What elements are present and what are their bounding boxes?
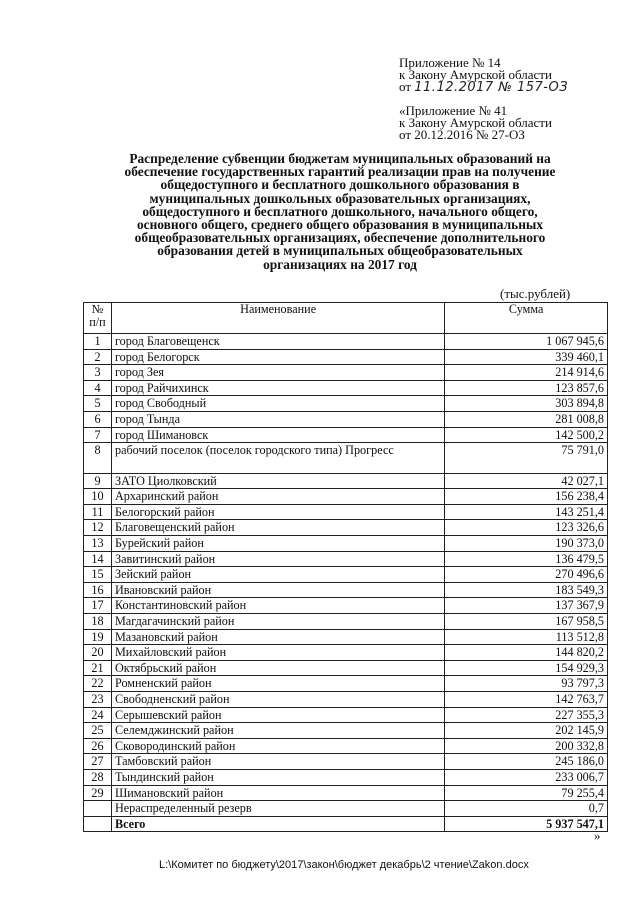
closing-quote: » [594, 828, 601, 843]
table-row [84, 536, 608, 552]
row-name-cell: рабочий поселок (поселок городского типа) Прогресс [111, 443, 444, 474]
table-row [84, 629, 608, 645]
row-number-cell: 22 [84, 676, 112, 692]
row-number-cell: 14 [84, 551, 112, 567]
row-number-cell: 25 [84, 723, 112, 739]
table-row [84, 582, 608, 598]
row-name-cell: Нераспределенный резерв [111, 801, 444, 817]
row-number-cell: 9 [84, 473, 112, 489]
row-sum-cell: 167 958,5 [445, 614, 608, 630]
row-sum-cell: 42 027,1 [445, 473, 608, 489]
row-name-cell: Магдагачинский район [111, 614, 444, 630]
appendix-date-line [399, 81, 568, 94]
handwritten-date-number: 11.12.2017 № 157-ОЗ [414, 80, 569, 95]
table-row [84, 396, 608, 412]
row-number-cell: 29 [84, 785, 112, 801]
file-path-footer: L:\Комитет по бюджету\2017\закон\бюджет декабрь\2 чтение\Zakon.docx [159, 859, 529, 871]
table-row [84, 801, 608, 817]
row-name-cell: Сковородинский район [111, 738, 444, 754]
table-row [84, 489, 608, 505]
row-sum-cell: 93 797,3 [445, 676, 608, 692]
row-sum-cell: 154 929,3 [445, 660, 608, 676]
row-number-cell: 2 [84, 349, 112, 365]
row-sum-cell: 123 326,6 [445, 520, 608, 536]
row-number-cell: 23 [84, 691, 112, 707]
row-name-cell: Октябрьский район [111, 660, 444, 676]
table-row [84, 567, 608, 583]
column-header-name: Наименование [111, 303, 444, 334]
row-number-cell: 12 [84, 520, 112, 536]
title-line: муниципальных дошкольных образовательных организациях, [149, 190, 531, 206]
row-name-cell: город Благовещенск [111, 334, 444, 350]
row-name-cell: Мазановский район [111, 629, 444, 645]
title-line: обеспечение государственных гарантий реализации прав на получение [124, 164, 556, 180]
table-row [84, 380, 608, 396]
row-number-cell: 11 [84, 504, 112, 520]
table-row [84, 676, 608, 692]
appendix-date-line: от 20.12.2016 № 27-ОЗ [399, 127, 525, 142]
row-name-cell: Серышевский район [111, 707, 444, 723]
row-name-cell: ЗАТО Циолковский [111, 473, 444, 489]
row-sum-cell: 233 006,7 [445, 769, 608, 785]
row-sum-cell: 123 857,6 [445, 380, 608, 396]
row-number-cell: 18 [84, 614, 112, 630]
row-sum-cell: 303 894,8 [445, 396, 608, 412]
row-number-cell: 4 [84, 380, 112, 396]
table-row [84, 707, 608, 723]
row-name-cell: город Зея [111, 365, 444, 381]
appendix-law-reference: к Закону Амурской области [399, 115, 552, 130]
row-name-cell: Бурейский район [111, 536, 444, 552]
row-sum-cell: 79 255,4 [445, 785, 608, 801]
row-sum-cell: 143 251,4 [445, 504, 608, 520]
title-line: общедоступного и бесплатного дошкольного образования в [160, 177, 520, 193]
row-sum-cell: 156 238,4 [445, 489, 608, 505]
column-header-number: № п/п [84, 303, 112, 334]
appendix-header-previous [399, 105, 552, 141]
row-sum-cell: 190 373,0 [445, 536, 608, 552]
row-name-cell: Свободненский район [111, 691, 444, 707]
row-sum-cell: 200 332,8 [445, 738, 608, 754]
row-name-cell: Зейский район [111, 567, 444, 583]
table-row [84, 614, 608, 630]
title-line: Распределение субвенции бюджетам муниципальных образований на [129, 151, 551, 166]
row-name-cell: Ивановский район [111, 582, 444, 598]
row-sum-cell: 339 460,1 [445, 349, 608, 365]
row-sum-cell: 142 500,2 [445, 427, 608, 443]
table-row [84, 349, 608, 365]
row-sum-cell: 136 479,5 [445, 551, 608, 567]
table-row [84, 443, 608, 474]
table-row [84, 551, 608, 567]
row-number-cell: 5 [84, 396, 112, 412]
row-sum-cell: 144 820,2 [445, 645, 608, 661]
table-header-row [84, 303, 608, 334]
row-sum-cell: 0,7 [445, 801, 608, 817]
row-name-cell: Архаринский район [111, 489, 444, 505]
table-row [84, 334, 608, 350]
row-name-cell: Тындинский район [111, 769, 444, 785]
row-name-cell: Шимановский район [111, 785, 444, 801]
total-number-cell [84, 816, 112, 832]
appendix-number: «Приложение № 41 [399, 103, 508, 118]
row-number-cell: 1 [84, 334, 112, 350]
row-sum-cell: 142 763,7 [445, 691, 608, 707]
table-row [84, 427, 608, 443]
row-number-cell: 8 [84, 443, 112, 474]
row-number-cell: 19 [84, 629, 112, 645]
row-sum-cell: 202 145,9 [445, 723, 608, 739]
row-number-cell: 24 [84, 707, 112, 723]
row-number-cell [84, 801, 112, 817]
table-row [84, 365, 608, 381]
appendix-law-reference: к Закону Амурской области [399, 67, 552, 82]
row-sum-cell: 245 186,0 [445, 754, 608, 770]
title-line: образования детей в муниципальных общеобразовательных [157, 243, 523, 259]
row-name-cell: Селемджинский район [111, 723, 444, 739]
appendix-date-prefix: от [399, 79, 412, 94]
table-row [84, 598, 608, 614]
document-title [70, 152, 610, 271]
row-name-cell: город Райчихинск [111, 380, 444, 396]
table-row [84, 769, 608, 785]
table-row [84, 754, 608, 770]
row-name-cell: Ромненский район [111, 676, 444, 692]
row-number-cell: 3 [84, 365, 112, 381]
table-row [84, 723, 608, 739]
row-name-cell: город Белогорск [111, 349, 444, 365]
row-sum-cell: 1 067 945,6 [445, 334, 608, 350]
row-number-cell: 20 [84, 645, 112, 661]
table-row [84, 645, 608, 661]
row-name-cell: город Шимановск [111, 427, 444, 443]
row-number-cell: 26 [84, 738, 112, 754]
row-sum-cell: 75 791,0 [445, 443, 608, 474]
row-sum-cell: 137 367,9 [445, 598, 608, 614]
row-name-cell: Михайловский район [111, 645, 444, 661]
row-number-cell: 27 [84, 754, 112, 770]
total-label: Всего [111, 816, 444, 832]
table-row [84, 411, 608, 427]
total-sum: 5 937 547,1 [445, 816, 608, 832]
row-number-cell: 6 [84, 411, 112, 427]
title-line: организациях на 2017 год [263, 256, 417, 272]
table-row [84, 691, 608, 707]
units-label: (тыс.рублей) [500, 286, 571, 301]
row-name-cell: город Тында [111, 411, 444, 427]
table-row [84, 660, 608, 676]
table-row [84, 785, 608, 801]
row-number-cell: 15 [84, 567, 112, 583]
row-name-cell: Благовещенский район [111, 520, 444, 536]
appendix-header-current [399, 57, 568, 94]
row-number-cell: 13 [84, 536, 112, 552]
row-name-cell: Завитинский район [111, 551, 444, 567]
table-row [84, 504, 608, 520]
distribution-table [83, 302, 608, 832]
row-number-cell: 16 [84, 582, 112, 598]
row-sum-cell: 214 914,6 [445, 365, 608, 381]
row-number-cell: 10 [84, 489, 112, 505]
total-row [84, 816, 608, 832]
row-number-cell: 28 [84, 769, 112, 785]
row-sum-cell: 227 355,3 [445, 707, 608, 723]
title-line: общедоступного и бесплатного дошкольного, начального общего, [142, 203, 538, 219]
column-header-sum: Сумма [445, 303, 608, 334]
title-line: общеобразовательных организациях, обеспечение дополнительного [134, 230, 546, 246]
row-sum-cell: 270 496,6 [445, 567, 608, 583]
table-row [84, 520, 608, 536]
table-row [84, 738, 608, 754]
row-name-cell: Белогорский район [111, 504, 444, 520]
table-body [84, 334, 608, 832]
row-number-cell: 21 [84, 660, 112, 676]
title-line: основного общего, среднего общего образования в муниципальных [136, 217, 544, 233]
row-sum-cell: 113 512,8 [445, 629, 608, 645]
row-name-cell: Тамбовский район [111, 754, 444, 770]
row-name-cell: город Свободный [111, 396, 444, 412]
row-number-cell: 17 [84, 598, 112, 614]
row-sum-cell: 183 549,3 [445, 582, 608, 598]
row-number-cell: 7 [84, 427, 112, 443]
appendix-number: Приложение № 14 [399, 55, 501, 70]
row-name-cell: Константиновский район [111, 598, 444, 614]
table-row [84, 473, 608, 489]
row-sum-cell: 281 008,8 [445, 411, 608, 427]
